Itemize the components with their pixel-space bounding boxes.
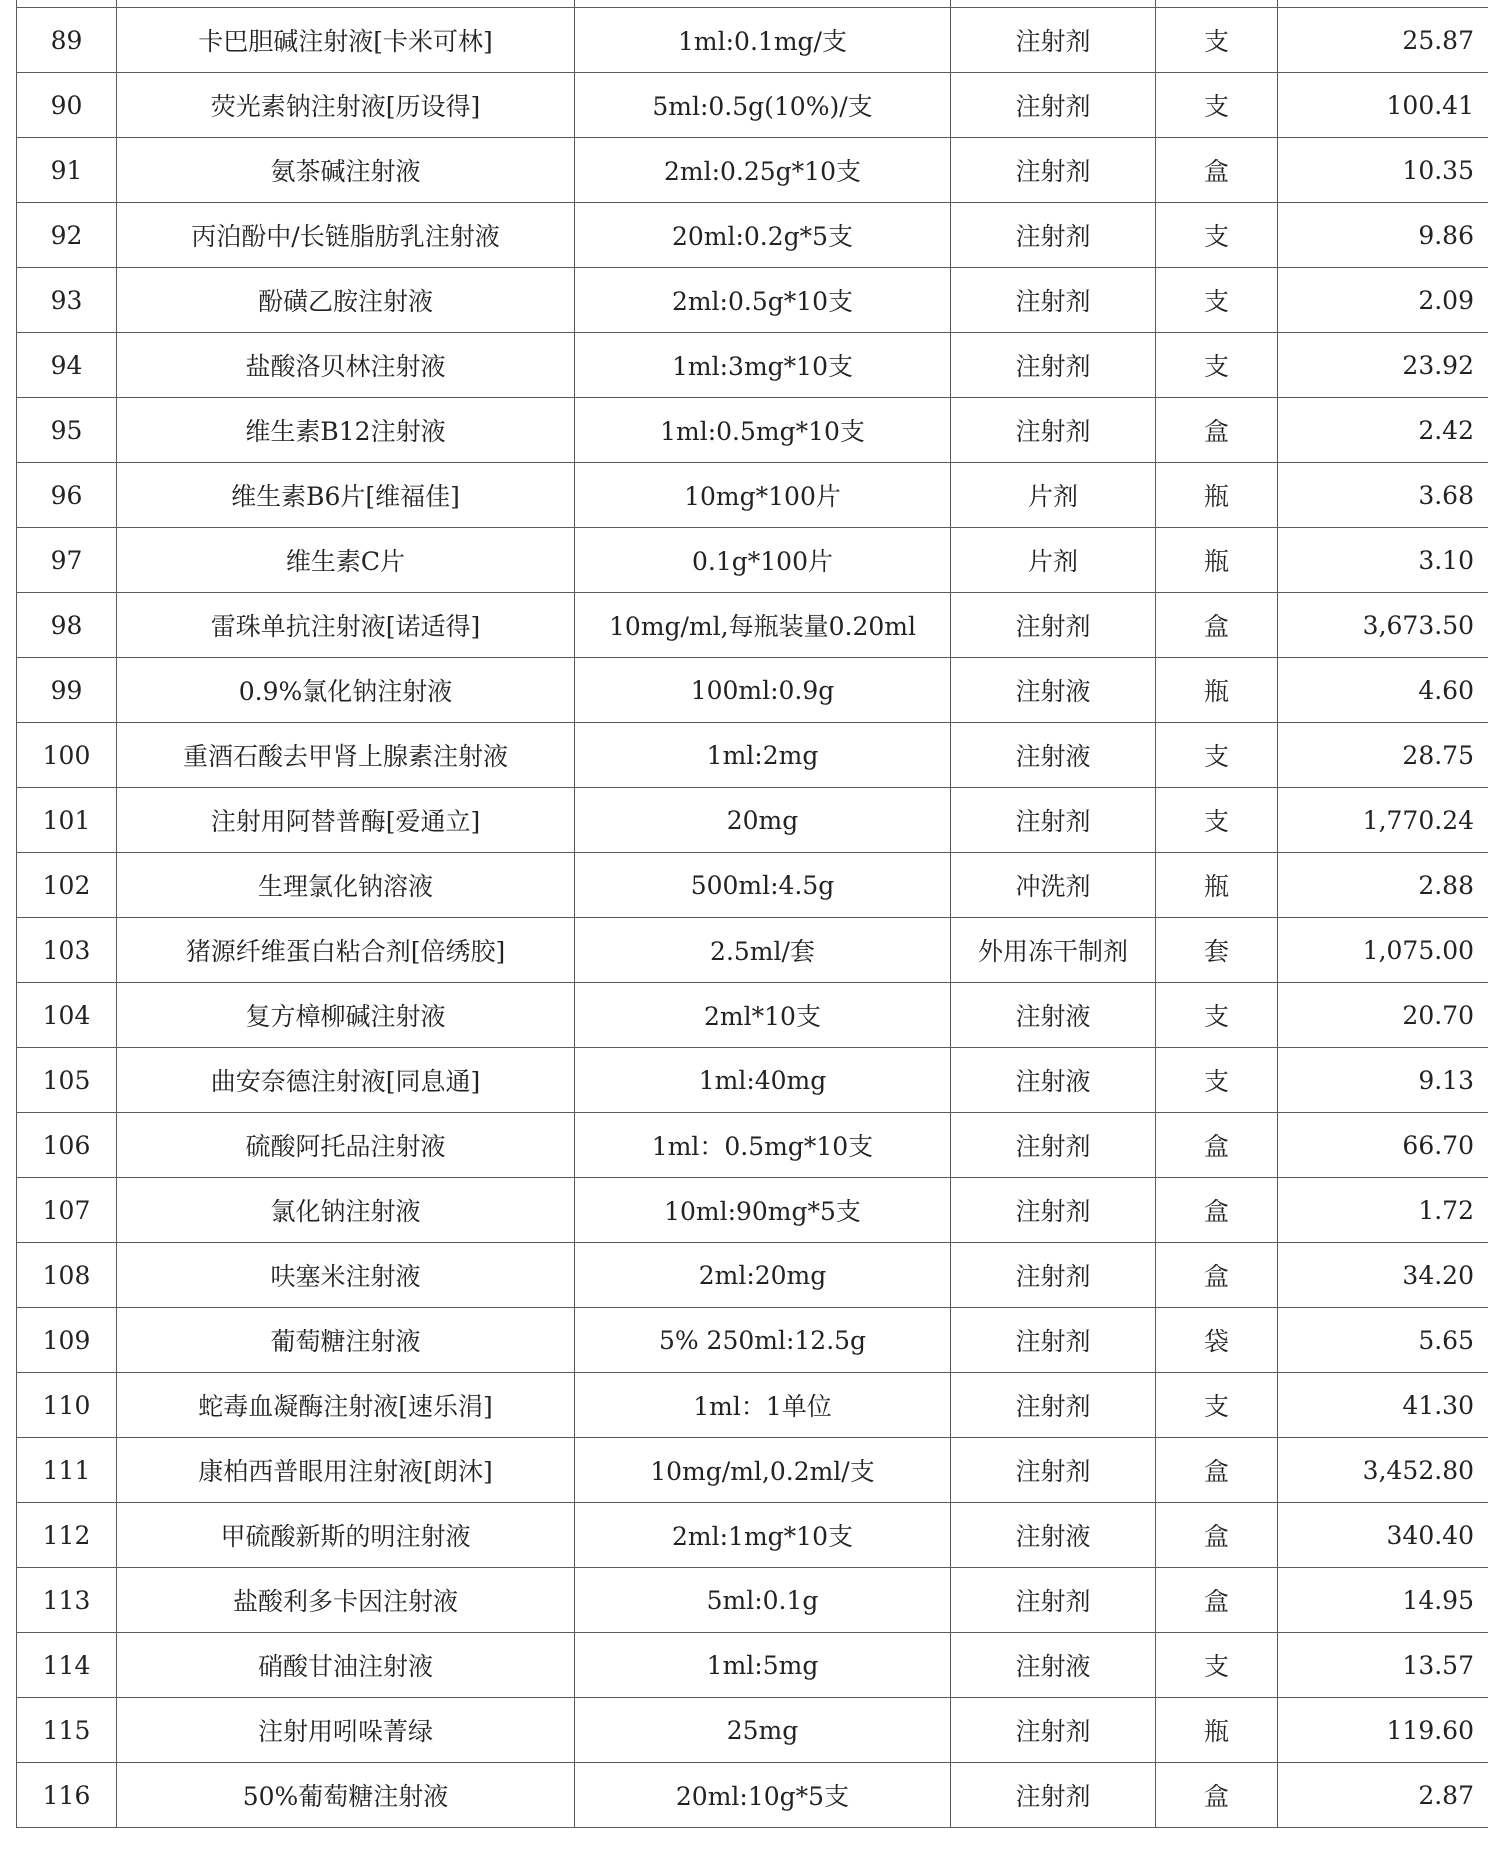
cell-unit: 支	[1156, 203, 1278, 268]
cell-drug-name: 复方樟柳碱注射液	[117, 983, 575, 1048]
cell-drug-name	[117, 0, 575, 8]
cell-price: 14.95	[1278, 1568, 1488, 1633]
cell-specification: 500ml:4.5g	[575, 853, 951, 918]
cell-specification: 5% 250ml:12.5g	[575, 1308, 951, 1373]
table-row	[17, 268, 1488, 333]
cell-dosage-form: 注射剂	[951, 593, 1156, 658]
cell-dosage-form: 注射剂	[951, 1373, 1156, 1438]
cell-price: 3.10	[1278, 528, 1488, 593]
cell-specification: 1ml:0.1mg/支	[575, 8, 951, 73]
cell-specification: 1ml：0.5mg*10支	[575, 1113, 951, 1178]
cell-specification: 1ml:5mg	[575, 1633, 951, 1698]
cell-drug-name: 氯化钠注射液	[117, 1178, 575, 1243]
cell-price: 4.60	[1278, 658, 1488, 723]
table-row	[17, 333, 1488, 398]
cell-dosage-form: 注射剂	[951, 8, 1156, 73]
cell-specification: 2ml*10支	[575, 983, 951, 1048]
cell-specification: 10mg*100片	[575, 463, 951, 528]
cell-number	[17, 0, 117, 8]
cell-dosage-form: 冲洗剂	[951, 853, 1156, 918]
cell-specification: 1ml:0.5mg*10支	[575, 398, 951, 463]
cell-number: 115	[17, 1698, 117, 1763]
table-row	[17, 0, 1488, 8]
table-row	[17, 463, 1488, 528]
cell-price: 9.86	[1278, 203, 1488, 268]
table-row	[17, 528, 1488, 593]
cell-number: 100	[17, 723, 117, 788]
cell-number: 99	[17, 658, 117, 723]
cell-number: 116	[17, 1763, 117, 1828]
cell-drug-name: 维生素C片	[117, 528, 575, 593]
table-row	[17, 1438, 1488, 1503]
cell-specification: 2ml:20mg	[575, 1243, 951, 1308]
cell-drug-name: 生理氯化钠溶液	[117, 853, 575, 918]
table-row	[17, 398, 1488, 463]
cell-dosage-form: 注射剂	[951, 398, 1156, 463]
cell-drug-name: 荧光素钠注射液[历设得]	[117, 73, 575, 138]
cell-dosage-form: 注射液	[951, 1633, 1156, 1698]
cell-specification: 10mg/ml,0.2ml/支	[575, 1438, 951, 1503]
cell-unit: 盒	[1156, 1243, 1278, 1308]
cell-dosage-form: 注射剂	[951, 138, 1156, 203]
cell-dosage-form: 注射剂	[951, 1698, 1156, 1763]
cell-price: 119.60	[1278, 1698, 1488, 1763]
cell-specification: 25mg	[575, 1698, 951, 1763]
cell-number: 103	[17, 918, 117, 983]
cell-unit: 支	[1156, 788, 1278, 853]
cell-specification: 0.1g*100片	[575, 528, 951, 593]
cell-unit: 支	[1156, 1633, 1278, 1698]
cell-price: 34.20	[1278, 1243, 1488, 1308]
cell-specification: 20mg	[575, 788, 951, 853]
cell-specification: 2.5ml/套	[575, 918, 951, 983]
cell-price: 13.57	[1278, 1633, 1488, 1698]
cell-drug-name: 硝酸甘油注射液	[117, 1633, 575, 1698]
cell-drug-name: 葡萄糖注射液	[117, 1308, 575, 1373]
cell-unit: 盒	[1156, 593, 1278, 658]
cell-number: 108	[17, 1243, 117, 1308]
cell-dosage-form: 注射剂	[951, 1308, 1156, 1373]
cell-dosage-form: 注射剂	[951, 1243, 1156, 1308]
cell-specification: 100ml:0.9g	[575, 658, 951, 723]
cell-number: 107	[17, 1178, 117, 1243]
table-row	[17, 1568, 1488, 1633]
cell-unit: 支	[1156, 723, 1278, 788]
cell-specification	[575, 0, 951, 8]
cell-unit	[1156, 0, 1278, 8]
cell-dosage-form: 注射液	[951, 1048, 1156, 1113]
cell-price: 3.68	[1278, 463, 1488, 528]
cell-dosage-form: 注射剂	[951, 1113, 1156, 1178]
cell-drug-name: 盐酸洛贝林注射液	[117, 333, 575, 398]
cell-specification: 2ml:0.25g*10支	[575, 138, 951, 203]
table-row	[17, 723, 1488, 788]
cell-price: 3,673.50	[1278, 593, 1488, 658]
cell-number: 98	[17, 593, 117, 658]
cell-drug-name: 维生素B6片[维福佳]	[117, 463, 575, 528]
cell-drug-name: 蛇毒血凝酶注射液[速乐涓]	[117, 1373, 575, 1438]
cell-number: 97	[17, 528, 117, 593]
table-row	[17, 138, 1488, 203]
cell-drug-name: 注射用吲哚菁绿	[117, 1698, 575, 1763]
cell-unit: 盒	[1156, 1178, 1278, 1243]
cell-dosage-form: 外用冻干制剂	[951, 918, 1156, 983]
cell-specification: 2ml:0.5g*10支	[575, 268, 951, 333]
cell-drug-name: 猪源纤维蛋白粘合剂[倍绣胶]	[117, 918, 575, 983]
cell-drug-name: 盐酸利多卡因注射液	[117, 1568, 575, 1633]
cell-number: 95	[17, 398, 117, 463]
cell-price: 9.13	[1278, 1048, 1488, 1113]
table-row	[17, 1178, 1488, 1243]
cell-number: 91	[17, 138, 117, 203]
cell-unit: 支	[1156, 1048, 1278, 1113]
table-row	[17, 8, 1488, 73]
table-row	[17, 1048, 1488, 1113]
cell-dosage-form: 注射液	[951, 658, 1156, 723]
cell-drug-name: 曲安奈德注射液[同息通]	[117, 1048, 575, 1113]
cell-unit: 盒	[1156, 1568, 1278, 1633]
cell-number: 101	[17, 788, 117, 853]
table-row	[17, 1243, 1488, 1308]
cell-dosage-form: 注射液	[951, 723, 1156, 788]
cell-price: 25.87	[1278, 8, 1488, 73]
table-row	[17, 1503, 1488, 1568]
cell-drug-name: 注射用阿替普酶[爱通立]	[117, 788, 575, 853]
cell-number: 96	[17, 463, 117, 528]
cell-number: 109	[17, 1308, 117, 1373]
cell-price: 41.30	[1278, 1373, 1488, 1438]
table-row	[17, 1633, 1488, 1698]
cell-unit: 盒	[1156, 1113, 1278, 1178]
cell-dosage-form	[951, 0, 1156, 8]
cell-price: 20.70	[1278, 983, 1488, 1048]
cell-drug-name: 维生素B12注射液	[117, 398, 575, 463]
cell-number: 106	[17, 1113, 117, 1178]
cell-dosage-form: 注射剂	[951, 1438, 1156, 1503]
cell-unit: 支	[1156, 333, 1278, 398]
cell-drug-name: 雷珠单抗注射液[诺适得]	[117, 593, 575, 658]
cell-specification: 1ml:40mg	[575, 1048, 951, 1113]
cell-unit: 支	[1156, 983, 1278, 1048]
table-row	[17, 73, 1488, 138]
cell-dosage-form: 片剂	[951, 463, 1156, 528]
cell-dosage-form: 注射剂	[951, 788, 1156, 853]
drug-price-table	[16, 0, 1488, 1828]
cell-unit: 盒	[1156, 1763, 1278, 1828]
cell-specification: 10ml:90mg*5支	[575, 1178, 951, 1243]
cell-specification: 1ml:2mg	[575, 723, 951, 788]
cell-specification: 10mg/ml,每瓶装量0.20ml	[575, 593, 951, 658]
table-row	[17, 1698, 1488, 1763]
cell-unit: 瓶	[1156, 853, 1278, 918]
cell-number: 93	[17, 268, 117, 333]
cell-price: 5.65	[1278, 1308, 1488, 1373]
table-row	[17, 593, 1488, 658]
cell-unit: 支	[1156, 268, 1278, 333]
cell-unit: 瓶	[1156, 463, 1278, 528]
table-row	[17, 983, 1488, 1048]
cell-price: 1,770.24	[1278, 788, 1488, 853]
cell-dosage-form: 注射剂	[951, 333, 1156, 398]
cell-dosage-form: 注射剂	[951, 1763, 1156, 1828]
cell-price: 23.92	[1278, 333, 1488, 398]
cell-price: 2.88	[1278, 853, 1488, 918]
cell-drug-name: 重酒石酸去甲肾上腺素注射液	[117, 723, 575, 788]
cell-specification: 2ml:1mg*10支	[575, 1503, 951, 1568]
cell-drug-name: 呋塞米注射液	[117, 1243, 575, 1308]
cell-number: 113	[17, 1568, 117, 1633]
cell-specification: 20ml:10g*5支	[575, 1763, 951, 1828]
cell-drug-name: 0.9%氯化钠注射液	[117, 658, 575, 723]
cell-unit: 盒	[1156, 1438, 1278, 1503]
cell-specification: 5ml:0.1g	[575, 1568, 951, 1633]
cell-number: 112	[17, 1503, 117, 1568]
cell-unit: 盒	[1156, 398, 1278, 463]
cell-dosage-form: 注射剂	[951, 203, 1156, 268]
cell-price	[1278, 0, 1488, 8]
cell-drug-name: 硫酸阿托品注射液	[117, 1113, 575, 1178]
cell-unit: 支	[1156, 73, 1278, 138]
cell-number: 102	[17, 853, 117, 918]
cell-dosage-form: 注射剂	[951, 73, 1156, 138]
cell-unit: 盒	[1156, 1503, 1278, 1568]
cell-drug-name: 酚磺乙胺注射液	[117, 268, 575, 333]
table-row	[17, 203, 1488, 268]
cell-number: 90	[17, 73, 117, 138]
cell-dosage-form: 注射液	[951, 983, 1156, 1048]
cell-price: 1,075.00	[1278, 918, 1488, 983]
cell-drug-name: 甲硫酸新斯的明注射液	[117, 1503, 575, 1568]
cell-price: 2.09	[1278, 268, 1488, 333]
table-body	[17, 0, 1488, 1828]
table-row	[17, 853, 1488, 918]
table-row	[17, 1113, 1488, 1178]
cell-dosage-form: 片剂	[951, 528, 1156, 593]
cell-number: 110	[17, 1373, 117, 1438]
cell-unit: 套	[1156, 918, 1278, 983]
cell-specification: 1ml：1单位	[575, 1373, 951, 1438]
cell-number: 94	[17, 333, 117, 398]
cell-number: 105	[17, 1048, 117, 1113]
cell-dosage-form: 注射剂	[951, 268, 1156, 333]
cell-unit: 支	[1156, 8, 1278, 73]
cell-unit: 瓶	[1156, 528, 1278, 593]
cell-price: 100.41	[1278, 73, 1488, 138]
cell-price: 1.72	[1278, 1178, 1488, 1243]
cell-drug-name: 50%葡萄糖注射液	[117, 1763, 575, 1828]
cell-number: 92	[17, 203, 117, 268]
cell-price: 66.70	[1278, 1113, 1488, 1178]
cell-dosage-form: 注射剂	[951, 1568, 1156, 1633]
cell-drug-name: 康柏西普眼用注射液[朗沐]	[117, 1438, 575, 1503]
cell-unit: 瓶	[1156, 658, 1278, 723]
cell-price: 340.40	[1278, 1503, 1488, 1568]
cell-number: 111	[17, 1438, 117, 1503]
table-row	[17, 1373, 1488, 1438]
cell-number: 104	[17, 983, 117, 1048]
table-row	[17, 918, 1488, 983]
cell-specification: 20ml:0.2g*5支	[575, 203, 951, 268]
table-row	[17, 1763, 1488, 1828]
cell-drug-name: 卡巴胆碱注射液[卡米可林]	[117, 8, 575, 73]
cell-price: 2.42	[1278, 398, 1488, 463]
cell-specification: 5ml:0.5g(10%)/支	[575, 73, 951, 138]
cell-price: 10.35	[1278, 138, 1488, 203]
cell-price: 3,452.80	[1278, 1438, 1488, 1503]
cell-unit: 瓶	[1156, 1698, 1278, 1763]
cell-drug-name: 丙泊酚中/长链脂肪乳注射液	[117, 203, 575, 268]
cell-unit: 袋	[1156, 1308, 1278, 1373]
cell-drug-name: 氨茶碱注射液	[117, 138, 575, 203]
cell-number: 89	[17, 8, 117, 73]
cell-dosage-form: 注射剂	[951, 1178, 1156, 1243]
cell-dosage-form: 注射液	[951, 1503, 1156, 1568]
cell-price: 28.75	[1278, 723, 1488, 788]
cell-unit: 盒	[1156, 138, 1278, 203]
table-row	[17, 788, 1488, 853]
cell-specification: 1ml:3mg*10支	[575, 333, 951, 398]
table-row	[17, 1308, 1488, 1373]
cell-price: 2.87	[1278, 1763, 1488, 1828]
cell-number: 114	[17, 1633, 117, 1698]
table-row	[17, 658, 1488, 723]
cell-unit: 支	[1156, 1373, 1278, 1438]
